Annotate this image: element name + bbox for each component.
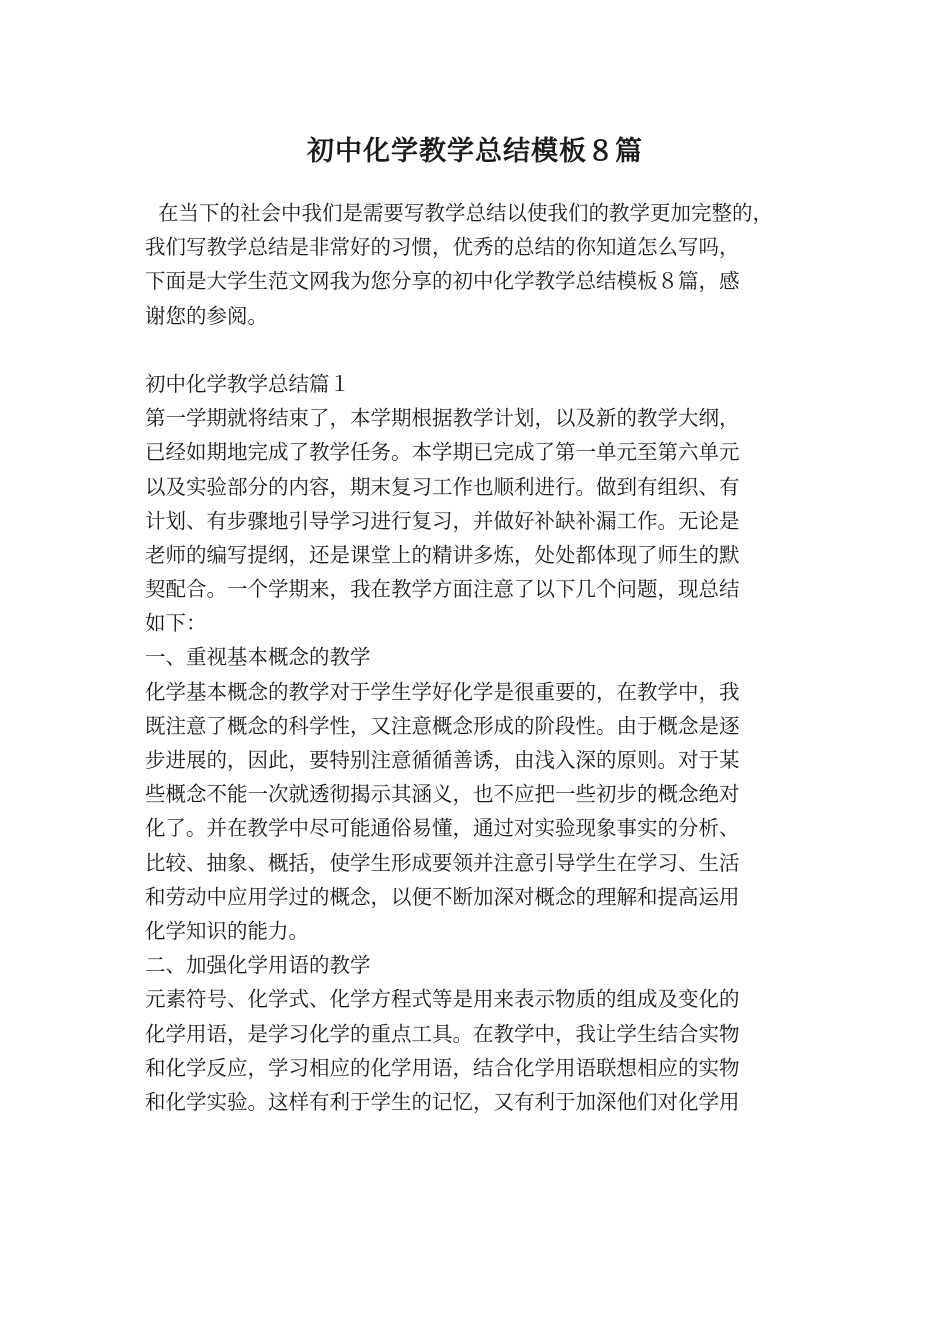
- body-line: 和化学实验。这样有利于学生的记忆，又有利于加深他们对化学用: [145, 1089, 740, 1114]
- body-line: 契配合。一个学期来，我在教学方面注意了以下几个问题，现总结: [145, 577, 740, 602]
- body-line: 化学用语，是学习化学的重点工具。在教学中，我让学生结合实物: [145, 1021, 740, 1046]
- blank-line: [145, 333, 825, 367]
- body-line: 已经如期地完成了教学任务。本学期已完成了第一单元至第六单元: [145, 440, 740, 465]
- body-line: 我们写教学总结是非常好的习惯，优秀的总结的你知道怎么写吗，: [145, 235, 740, 260]
- section-heading: 初中化学教学总结篇１: [145, 371, 350, 396]
- body-line: 下面是大学生范文网我为您分享的初中化学教学总结模板８篇，感: [145, 269, 740, 294]
- body-line: 步进展的，因此，要特别注意循循善诱，由浅入深的原则。对于某: [145, 748, 740, 772]
- body-line: 比较、抽象、概括，使学生形成要领并注意引导学生在学习、生活: [145, 850, 740, 875]
- body-line: 元素符号、化学式、化学方程式等是用来表示物质的组成及变化的: [145, 987, 740, 1012]
- body-line: 化了。并在教学中尽可能通俗易懂，通过对实验现象事实的分析、: [145, 816, 740, 841]
- subsection-heading: 二、加强化学用语的教学: [145, 953, 371, 978]
- body-line: 老师的编写提纲，还是课堂上的精讲多炼，处处都体现了师生的默: [145, 542, 740, 567]
- body-line: 谢您的参阅。: [145, 303, 268, 328]
- body-line: 化学基本概念的教学对于学生学好化学是很重要的，在教学中，我: [145, 679, 740, 704]
- document-title: 初中化学教学总结模板８篇: [307, 136, 643, 167]
- body-line: 计划、有步骤地引导学习进行复习，并做好补缺补漏工作。无论是: [145, 508, 740, 533]
- document-body: [145, 196, 825, 1119]
- body-line: 如下：: [145, 611, 207, 636]
- body-line: 既注意了概念的科学性，又注意概念形成的阶段性。由于概念是逐: [145, 713, 740, 738]
- subsection-heading: 一、重视基本概念的教学: [145, 645, 371, 670]
- body-line: 第一学期就将结束了，本学期根据教学计划，以及新的教学大纲，: [145, 406, 740, 431]
- body-line: 化学知识的能力。: [145, 918, 309, 943]
- body-line: 在当下的社会中我们是需要写教学总结以使我们的教学更加完整的，: [145, 201, 774, 225]
- body-line: 和化学反应，学习相应的化学用语，结合化学用语联想相应的实物: [145, 1055, 740, 1080]
- body-line: 些概念不能一次就透彻揭示其涵义，也不应把一些初步的概念绝对: [145, 782, 740, 807]
- body-line: 以及实验部分的内容，期末复习工作也顺利进行。做到有组织、有: [145, 474, 740, 499]
- body-line: 和劳动中应用学过的概念，以便不断加深对概念的理解和提高运用: [145, 884, 740, 909]
